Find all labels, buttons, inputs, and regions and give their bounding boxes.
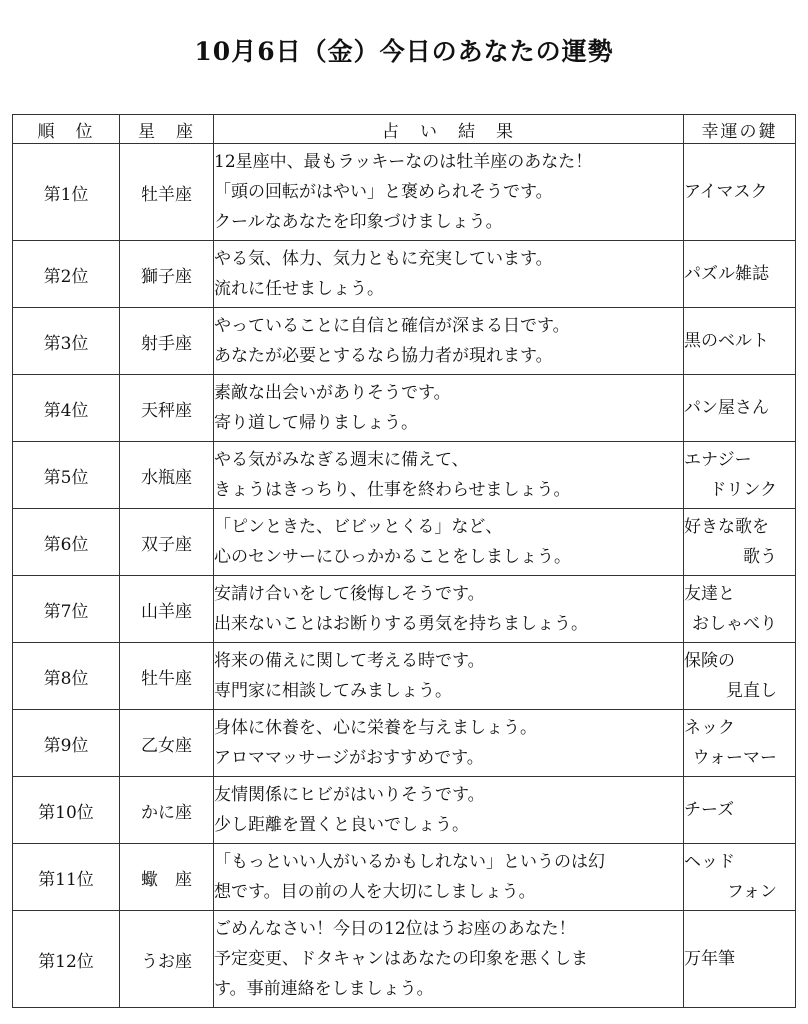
table-row <box>13 509 796 576</box>
result-line: 身体に休養を、心に栄養を与えましょう。 <box>214 718 537 738</box>
result-line: 将来の備えに関して考える時です。 <box>214 651 485 671</box>
rank-cell: 第2位 <box>13 241 120 308</box>
lucky-key-cell <box>684 777 796 844</box>
fortune-result-cell <box>214 710 684 777</box>
table-row <box>13 576 796 643</box>
result-line: あなたが必要とするなら協力者が現れます。 <box>214 346 553 366</box>
fortune-table <box>12 114 796 1008</box>
table-body <box>13 144 796 1008</box>
lucky-key-cell <box>684 144 796 241</box>
header-result: 占 い 結 果 <box>214 115 684 144</box>
lucky-key-line: ドリンク <box>709 480 777 500</box>
table-row <box>13 144 796 241</box>
header-key: 幸運の鍵 <box>684 115 796 144</box>
result-line: クールなあなたを印象づけましょう。 <box>214 212 503 232</box>
header-rank: 順 位 <box>13 115 120 144</box>
lucky-key-cell <box>684 442 796 509</box>
result-line: 「もっといい人がいるかもしれない」というのは幻 <box>214 852 605 872</box>
rank-cell: 第5位 <box>13 442 120 509</box>
zodiac-sign-cell: 獅子座 <box>120 241 214 308</box>
lucky-key-line: 歌う <box>743 547 777 567</box>
table-row <box>13 710 796 777</box>
fortune-result-cell <box>214 509 684 576</box>
table-row <box>13 241 796 308</box>
lucky-key-line: パズル雑誌 <box>684 264 769 284</box>
fortune-result-cell <box>214 144 684 241</box>
lucky-key-cell <box>684 911 796 1008</box>
zodiac-sign-cell: 水瓶座 <box>120 442 214 509</box>
table-row <box>13 844 796 911</box>
rank-cell: 第8位 <box>13 643 120 710</box>
result-line: 心のセンサーにひっかかることをしましょう。 <box>214 547 571 567</box>
result-line: 寄り道して帰りましょう。 <box>214 413 418 433</box>
lucky-key-line: アイマスク <box>684 182 768 202</box>
result-line: 少し距離を置くと良いでしょう。 <box>214 815 469 835</box>
rank-cell: 第11位 <box>13 844 120 911</box>
lucky-key-line: 保険の <box>684 651 735 671</box>
result-line: 出来ないことはお断りする勇気を持ちましょう。 <box>214 614 588 634</box>
fortune-result-cell <box>214 442 684 509</box>
fortune-result-cell <box>214 241 684 308</box>
result-line: やる気がみなぎる週末に備えて、 <box>214 450 469 470</box>
table-row <box>13 911 796 1008</box>
lucky-key-line: フォン <box>726 882 777 902</box>
lucky-key-line: おしゃべり <box>692 614 777 634</box>
lucky-key-line: ウォーマー <box>692 748 777 768</box>
page-title: 10月6日（金）今日のあなたの運勢 <box>194 37 614 66</box>
result-line: 専門家に相談してみましょう。 <box>214 681 452 701</box>
result-line: きょうはきっちり、仕事を終わらせましょう。 <box>214 480 571 500</box>
fortune-result-cell <box>214 375 684 442</box>
zodiac-sign-cell: 双子座 <box>120 509 214 576</box>
zodiac-sign-cell: かに座 <box>120 777 214 844</box>
lucky-key-cell <box>684 375 796 442</box>
rank-cell: 第10位 <box>13 777 120 844</box>
lucky-key-line: 黒のベルト <box>684 331 769 351</box>
lucky-key-cell <box>684 241 796 308</box>
table-row <box>13 643 796 710</box>
lucky-key-line: エナジー <box>684 450 752 470</box>
zodiac-sign-cell: 牡牛座 <box>120 643 214 710</box>
zodiac-sign-cell: 牡羊座 <box>120 144 214 241</box>
table-row <box>13 777 796 844</box>
fortune-result-cell <box>214 576 684 643</box>
lucky-key-line: チーズ <box>684 800 735 820</box>
result-line: 予定変更、ドタキャンはあなたの印象を悪くしま <box>214 949 588 969</box>
result-line: 12星座中、最もラッキーなのは牡羊座のあなた！ <box>214 152 593 172</box>
fortune-result-cell <box>214 308 684 375</box>
result-line: す。事前連絡をしましょう。 <box>214 979 434 999</box>
rank-cell: 第9位 <box>13 710 120 777</box>
rank-cell: 第12位 <box>13 911 120 1008</box>
lucky-key-line: パン屋さん <box>684 398 769 418</box>
header-sign: 星 座 <box>120 115 214 144</box>
table-row <box>13 375 796 442</box>
result-line: 「頭の回転がはやい」と褒められそうです。 <box>214 182 553 202</box>
rank-cell: 第4位 <box>13 375 120 442</box>
fortune-result-cell <box>214 777 684 844</box>
lucky-key-line: 友達と <box>684 584 735 604</box>
rank-cell: 第6位 <box>13 509 120 576</box>
lucky-key-line: 見直し <box>726 681 777 701</box>
lucky-key-cell <box>684 710 796 777</box>
rank-cell: 第7位 <box>13 576 120 643</box>
zodiac-sign-cell: 乙女座 <box>120 710 214 777</box>
result-line: やる気、体力、気力ともに充実しています。 <box>214 249 553 269</box>
lucky-key-line: ヘッド <box>684 852 735 872</box>
zodiac-sign-cell: 蠍 座 <box>120 844 214 911</box>
lucky-key-line: ネック <box>684 718 735 738</box>
rank-cell: 第1位 <box>13 144 120 241</box>
result-line: アロママッサージがおすすめです。 <box>214 748 484 768</box>
result-line: 「ピンときた、ビビッとくる」など、 <box>214 517 503 537</box>
fortune-result-cell <box>214 844 684 911</box>
table-row <box>13 308 796 375</box>
table-row <box>13 442 796 509</box>
fortune-result-cell <box>214 911 684 1008</box>
lucky-key-cell <box>684 308 796 375</box>
result-line: 安請け合いをして後悔しそうです。 <box>214 584 485 604</box>
rank-cell: 第3位 <box>13 308 120 375</box>
table-header-row <box>13 115 796 144</box>
fortune-result-cell <box>214 643 684 710</box>
result-line: 素敵な出会いがありそうです。 <box>214 383 451 403</box>
zodiac-sign-cell: 山羊座 <box>120 576 214 643</box>
result-line: 流れに任せましょう。 <box>214 279 384 299</box>
zodiac-sign-cell: うお座 <box>120 911 214 1008</box>
result-line: 友情関係にヒビがはいりそうです。 <box>214 785 485 805</box>
zodiac-sign-cell: 射手座 <box>120 308 214 375</box>
result-line: やっていることに自信と確信が深まる日です。 <box>214 316 570 336</box>
zodiac-sign-cell: 天秤座 <box>120 375 214 442</box>
result-line: 想です。目の前の人を大切にしましょう。 <box>214 882 536 902</box>
lucky-key-cell <box>684 844 796 911</box>
lucky-key-cell <box>684 643 796 710</box>
lucky-key-cell <box>684 576 796 643</box>
result-line: ごめんなさい！今日の12位はうお座のあなた！ <box>214 919 576 939</box>
lucky-key-line: 好きな歌を <box>684 517 769 537</box>
lucky-key-line: 万年筆 <box>684 949 735 969</box>
lucky-key-cell <box>684 509 796 576</box>
